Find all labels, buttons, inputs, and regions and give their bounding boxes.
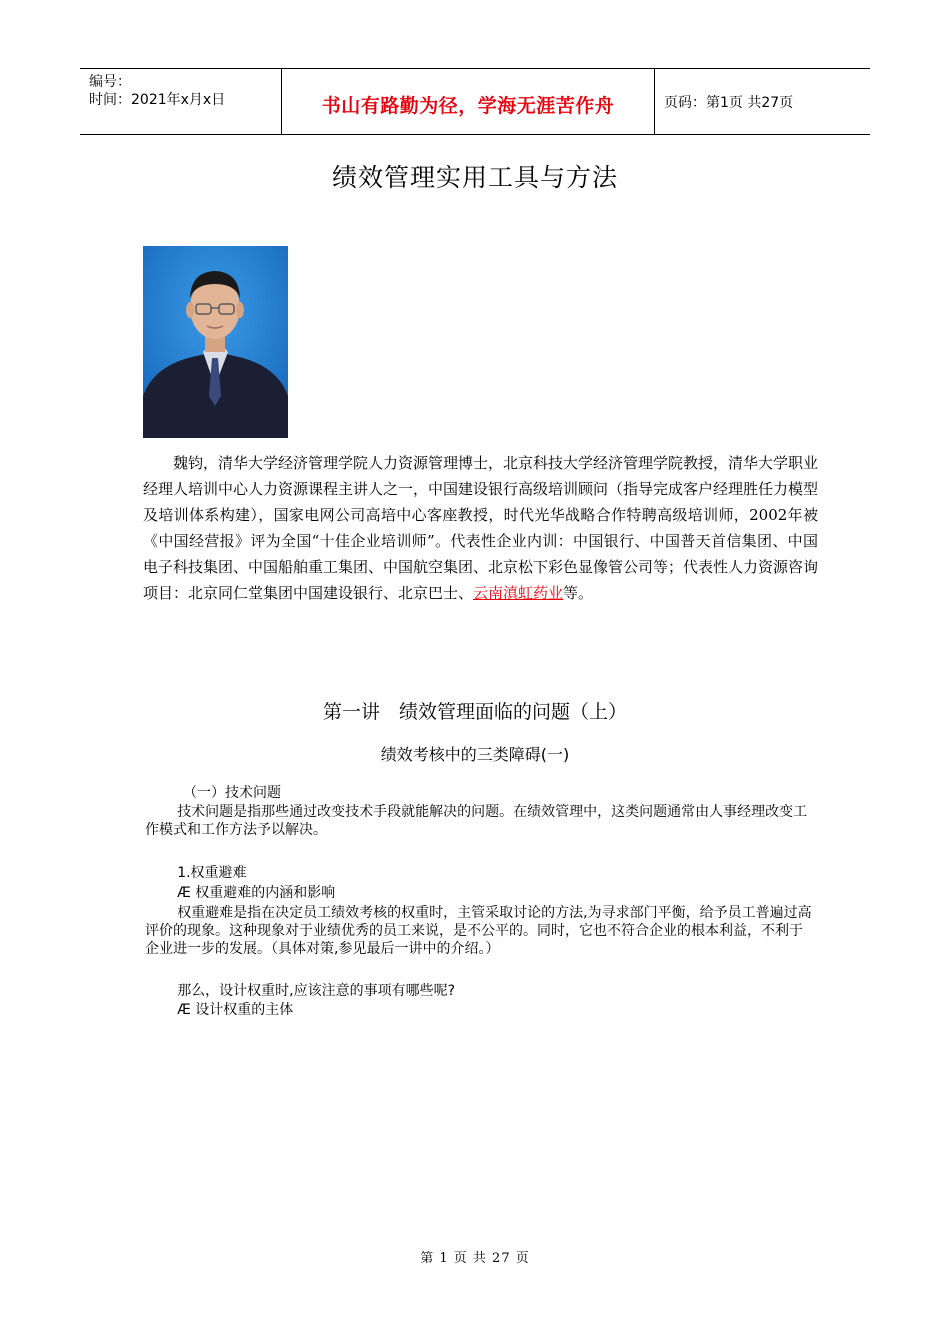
tech-heading-text: （一）技术问题	[183, 785, 281, 801]
bio-tail: 等。	[563, 584, 594, 602]
header-right-cell	[655, 69, 870, 134]
bio-text: 魏钧，清华大学经济管理学院人力资源管理博士，北京科技大学经济管理学院教授，清华大学职业经理人培训中心人力资源课程主讲人之一，中国建设银行高级培训顾问（指导完成客户经理胜任力模型及培训体系构建），国家电网公司高培中心客座教授，时代光华战略合作特聘高级培训师，2002年被《中国经营报》评为全国“十佳企业培训师”。代表性企业内训：中国银行、中国普天首信集团、中国电子科技集团、中国船舶重工集团、中国航空集团、北京松下彩色显像管公司等；代表性人力资源咨询项目：北京同仁堂集团中国建设银行、北京巴士、	[143, 454, 819, 602]
motto: 书山有路勤为径，学海无涯苦作舟	[321, 95, 615, 117]
number-label: 编号：	[89, 74, 131, 90]
weight-paragraph: 权重避难是指在决定员工绩效考核的权重时，主管采取讨论的方法,为寻求部门平衡，给予员工普遍过高评价的现象。这种现象对于业绩优秀的员工来说，是不公平的。同时，它也不符合企业的根本利益，不利于企业进一步的发展。（具体对策,参见最后一讲中的介绍。）	[145, 905, 812, 957]
date-label: 时间：2021年x月x日	[89, 92, 226, 108]
author-bio	[143, 450, 818, 606]
lecture-title: 第一讲 绩效管理面临的问题（上）	[322, 701, 627, 723]
header-center-cell	[282, 69, 655, 134]
page-footer: 第 1 页 共 27 页	[420, 1251, 530, 1266]
page-info: 页码：第1页 共27页	[664, 94, 794, 111]
bullet-1: Æ 权重避难的内涵和影响	[177, 885, 336, 901]
page-header	[80, 68, 870, 135]
author-photo	[143, 246, 288, 438]
bullet-2: Æ 设计权重的主体	[177, 1002, 294, 1018]
section-subheading: 绩效考核中的三类障碍(一)	[380, 745, 570, 764]
question-line: 那么，设计权重时,应该注意的事项有哪些呢?	[177, 983, 456, 999]
portrait-image	[143, 246, 288, 438]
tech-paragraph: 技术问题是指那些通过改变技术手段就能解决的问题。在绩效管理中，这类问题通常由人事经理改变工作模式和工作方法予以解决。	[145, 804, 808, 838]
item-1: 1.权重避难	[177, 865, 247, 881]
tech-heading	[145, 784, 815, 802]
document-title: 绩效管理实用工具与方法	[331, 163, 618, 192]
bio-link[interactable]: 云南滇虹药业	[473, 584, 564, 602]
header-left-cell	[80, 69, 282, 134]
